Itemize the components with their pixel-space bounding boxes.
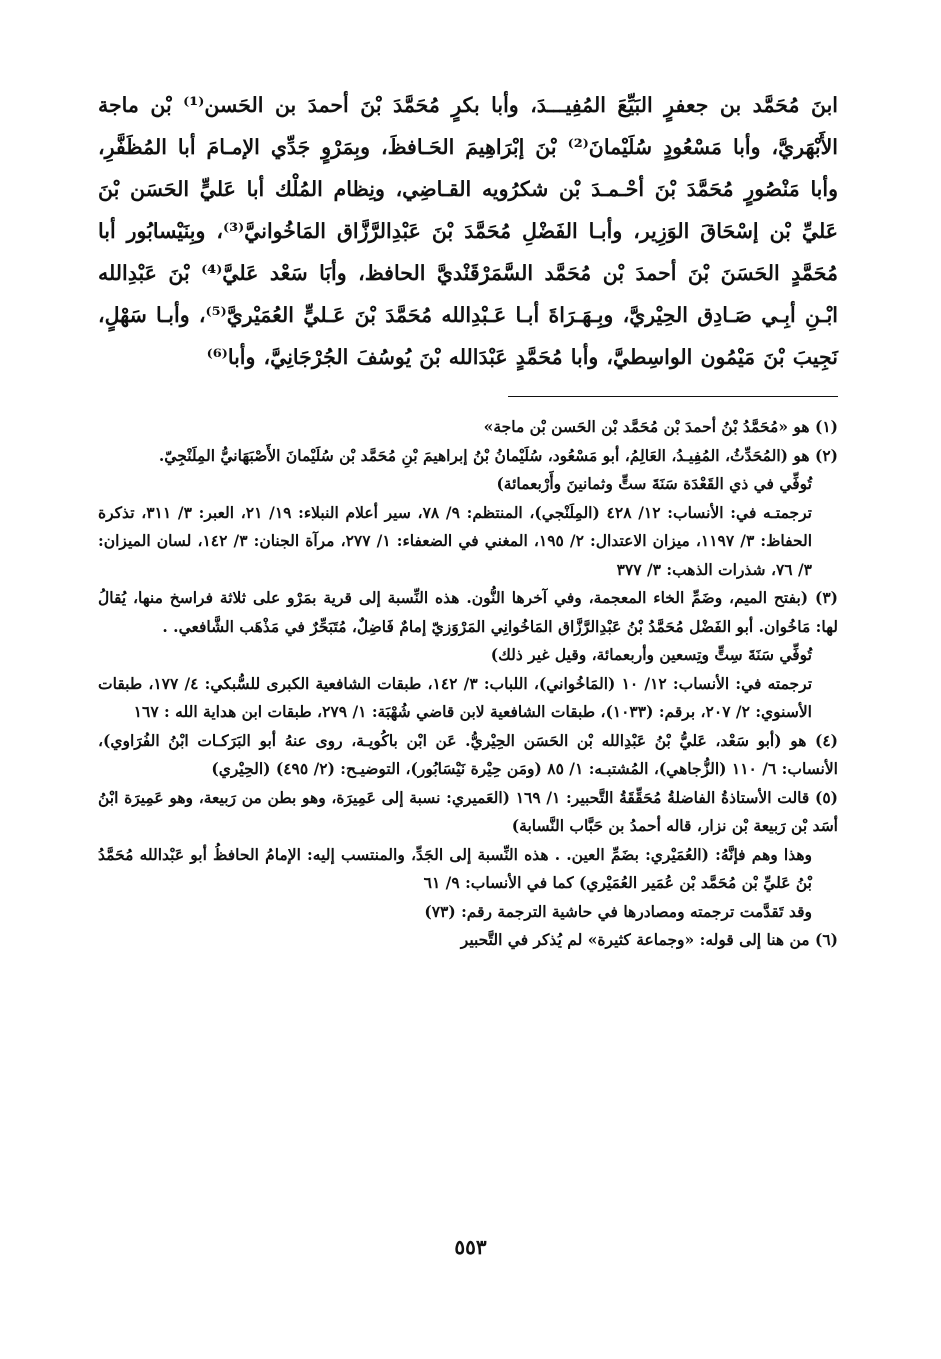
main-text: ابنَ مُحَمَّد بن جعفرٍ البَيِّعَ المُفِيـــدَ، وأبا بكرٍ مُحَمَّدَ بْنَ أحمدَ بن الحَسن⁽¹⁾ بْن ماجة الأَبْهَريَّ، وأبا مَسْعُودٍ سُلَيْمانَ⁽²⁾ بْنَ إبْرَاهِيمَ الحَـافظَ، وبِمَرْوٍ جَدِّي الإمـامَ أبا المُظَفَّرِ، وأبا مَنْصُورٍ مُحَمَّدَ بْنَ أحْـمـدَ بْن شكرُويه القـاضِي، ونِظام المُلْك أبا عَليٍّ الحَسَن بْنَ عَليِّ بْن إسْحَاقَ الوَزِير، وأبـا الفَضْلِ مُحَمَّدَ بْنَ عَبْدِالرَّزَّاق المَاخُوانيَّ⁽³⁾، وبِنَيْسابُور أبا مُحَمَّدٍ الحَسَنَ بْنَ أحمدَ بْن مُحَمَّد السَّمَرْقَنْديَّ الحافظ، وأبَا سَعْد عَليَّ⁽⁴⁾ بْنَ عَبْدِالله ابْـنِ أبِـي صَـادِق الحِيْريَّ، وبِـهَـرَاةَ أبـا عَـبْدِالله مُحَمَّدَ بْنَ عَـليٍّ العُمَيْريَّ⁽⁵⁾، وأبـا سَهْلٍ، نَجِيبَ بْنَ مَيْمُون الواسِطيَّ، وأبا مُحَمَّدٍ عَبْدَالله بْنَ يُوسُفَ الجُرْجَانِيَّ، وأبا⁽⁶⁾ [98, 93, 839, 369]
footnote-3-line-2: تُوفِّي سَنَةَ سِتٍّ وتِسعين وأربعمائة، وقيل غير ذلك) [490, 645, 812, 664]
footnote-separator [508, 396, 838, 397]
footnote-6-line-1: (٦) من هنا إلى قوله: «وجماعة كثيرة» لم يُذكر في التَّحبير [460, 930, 838, 949]
footnote-2-line-1: (٢) هو (المُحَدِّثُ، المُفِيـدُ، العَالِمُ، أبو مَسْعُود، سُلَيْمانُ بْنُ إبراهيمَ بْنِ مُحَمَّد بْن سُلَيْمانَ الأَصْبَهَانيُّ المِلَنْجِيّ. [158, 445, 838, 465]
footnote-3-line-1: (٣) (بفتح الميم، وضَمِّ الخاء المعجمة، وفي آخرها النُّون. هذه النِّسبة إلى قرية بمَرْو على ثلاثة فراسخ منها، يُقالُ لها: مَاخُوان. أبو الفَضْل مُحَمَّدُ بْنُ عَبْدِالرَّزَّاق المَاخُوانِي المَرْوَزيّ إمامٌ فَاضِلٌ، مُتَبَحِّرٌ في مَذْهَب الشَّافعي. . [98, 588, 838, 636]
footnote-2-line-2: تُوفِّي في ذي القَعْدَة سَنَةَ ستٍّ وثمانينَ وأَرْبعمائة) [496, 474, 812, 493]
page-number: ٥٥٣ [454, 1235, 487, 1259]
footnote-2-line-3: ترجمتـه في: الأنساب: ١٢/ ٤٢٨ (المِلَنْجي)، المنتظم: ٩/ ٧٨، سير أعلام النبلاء: ١٩/ ٢١، العبر: ٣/ ٣١١، تذكرة الحفاظ: ٣/ ١١٩٧، ميزان الاعتدال: ٢/ ١٩٥، المغني في الضعفاء: ١/ ٢٧٧، مرآة الجنان: ٣/ ١٤٢، لسان الميزان: ٣/ ٧٦، شذرات الذهب: ٣/ ٣٧٧ [98, 502, 813, 579]
footnote-3 [98, 584, 838, 727]
footnote-5-line-2: وهذا وهم فإنَّهُ: (العُمَيْري: بضَمِّ العين. . هذه النِّسبة إلى الجَدِّ، والمنتسب إليه: الإمامُ الحافظُ أبو عَبْدالله مُحَمَّدُ بْنُ عَليِّ بْن مُحَمَّد بْن عُمَير العُمَيْري) كما في الأنساب: ٩/ ٦١ [98, 844, 812, 892]
footnotes [98, 413, 838, 955]
page [98, 84, 838, 1324]
footnote-3-line-3: ترجمته في: الأنساب: ١٢/ ١٠ (المَاخُواني)، اللباب: ٣/ ١٤٢، طبقات الشافعية الكبرى للسُّبكي: ٤/ ١٧٧، طبقات الأسنوي: ٢/ ٢٠٧، برقم: (١٠٣٣)، طبقات الشافعية لابن قاضي شُهْبَة: ١/ ٢٧٩، طبقات ابن هداية الله : ١٦٧ [98, 673, 813, 721]
footnote-5 [98, 784, 838, 927]
footnote-6 [98, 926, 838, 955]
footnote-4-line-1: (٤) هو (أبو سَعْد، عَليُّ بْنُ عَبْدِالله بْن الحَسَن الحِيْريُّ. عَن ابْن باكُويـة، روى عنهُ أبو البَرَكـات ابْنُ الفُرَاوي)، الأنساب: ٦/ ١١٠ (الزُّجاهي)، المُشتبـه: ١/ ٨٥ (ومَن حِيْرة نَيْسَابُور)، التوضيـح: (٢/ ٤٩٥) (الحِيْري) [98, 730, 838, 778]
footnote-5-line-1: (٥) قالت الأستاذةُ الفاضلةُ مُحَقِّقَةُ التَّحبير: ١/ ١٦٩ (العَميري: نسبة إلى عَمِيرَة، وهو بطن من رَبيعة، وهو عَمِيرَة ابْنُ أسَد بْن رَبيعة بْن نزار، قاله أحمدُ بن حَبَّاب النَّسابة) [98, 787, 839, 835]
footnote-4 [98, 727, 838, 784]
footnote-1-line-1: (١) هو «مُحَمَّدُ بْنُ أحمدَ بْن مُحَمَّد بْن الحَسن بْن ماجة» [483, 417, 838, 436]
footnote-1 [98, 413, 838, 442]
footnote-5-line-3: وقد تَقدَّمت ترجمته ومصادرها في حاشية الترجمة رقم: (٧٣) [424, 901, 812, 921]
footnote-2 [98, 442, 838, 585]
